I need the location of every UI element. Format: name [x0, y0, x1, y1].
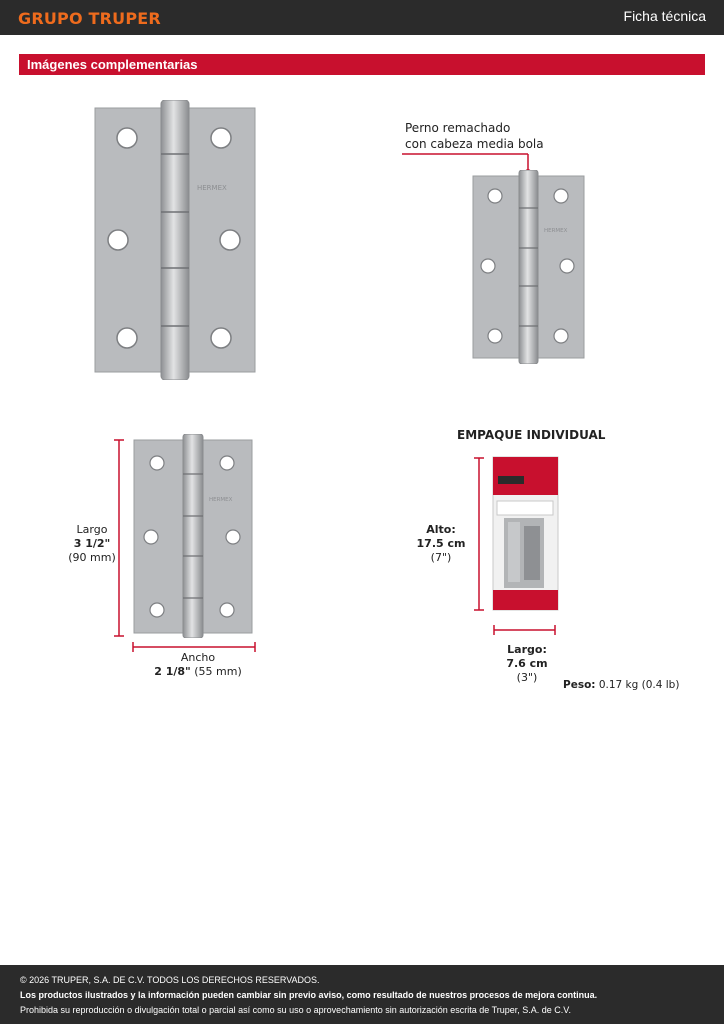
- footer-copyright: © 2026 TRUPER, S.A. DE C.V. TODOS LOS DERECHOS RESERVADOS.: [20, 975, 320, 985]
- callout-line-2: con cabeza media bola: [405, 137, 544, 151]
- peso-value: 0.17 kg (0.4 lb): [598, 679, 680, 691]
- package-image: [492, 456, 559, 611]
- largo-label: [60, 523, 124, 565]
- package-height-label: [408, 523, 474, 565]
- hinge-image-large: [90, 100, 260, 380]
- callout-line-1: Perno remachado: [405, 121, 511, 135]
- alto-cm: 17.5 cm: [416, 537, 466, 550]
- top-bar: [0, 0, 724, 35]
- largo-mm: (90 mm): [68, 551, 116, 564]
- package-largo-cm: 7.6 cm: [506, 657, 548, 670]
- footer: [0, 965, 724, 1024]
- hinge-brand-mark-detail: HERMEX: [544, 228, 568, 234]
- alto-title: Alto:: [426, 523, 456, 536]
- section-title: Imágenes complementarias: [27, 57, 198, 72]
- alto-inches: (7"): [430, 551, 452, 564]
- footer-prohibition: Prohibida su reproducción o divulgación total o parcial así como su uso o aprovechamiento sin autorización escrita de Truper, S.A. de C.V.: [20, 1005, 571, 1015]
- package-width-dimension-line: [492, 624, 557, 636]
- package-title: EMPAQUE INDIVIDUAL: [457, 428, 606, 442]
- ancho-mm: (55 mm): [194, 665, 242, 678]
- ancho-value: [138, 665, 258, 679]
- brand-logo: GRUPO TRUPER: [18, 9, 161, 28]
- hinge-image-dimensioned: [131, 434, 255, 638]
- hinge-image-detail: [470, 170, 588, 364]
- section-header: [19, 54, 705, 75]
- document-type: Ficha técnica: [623, 8, 706, 24]
- ancho-inches: 2 1/8": [154, 665, 191, 678]
- largo-title: Largo: [76, 523, 108, 536]
- peso-label: Peso:: [563, 679, 596, 691]
- package-weight: [563, 678, 679, 692]
- footer-notice: Los productos ilustrados y la información pueden cambiar sin previo aviso, como resultado de nuestros procesos de mejora continua.: [20, 990, 598, 1000]
- package-width-label: [495, 643, 559, 685]
- package-height-dimension-line: [473, 456, 485, 612]
- package-largo-title: Largo:: [507, 643, 547, 656]
- package-largo-inches: (3"): [516, 671, 538, 684]
- ancho-title: Ancho: [180, 651, 216, 664]
- largo-inches: 3 1/2": [73, 537, 111, 550]
- hinge-brand-mark: HERMEX: [197, 184, 227, 192]
- hinge-brand-mark-dimensioned: HERMEX: [209, 497, 233, 503]
